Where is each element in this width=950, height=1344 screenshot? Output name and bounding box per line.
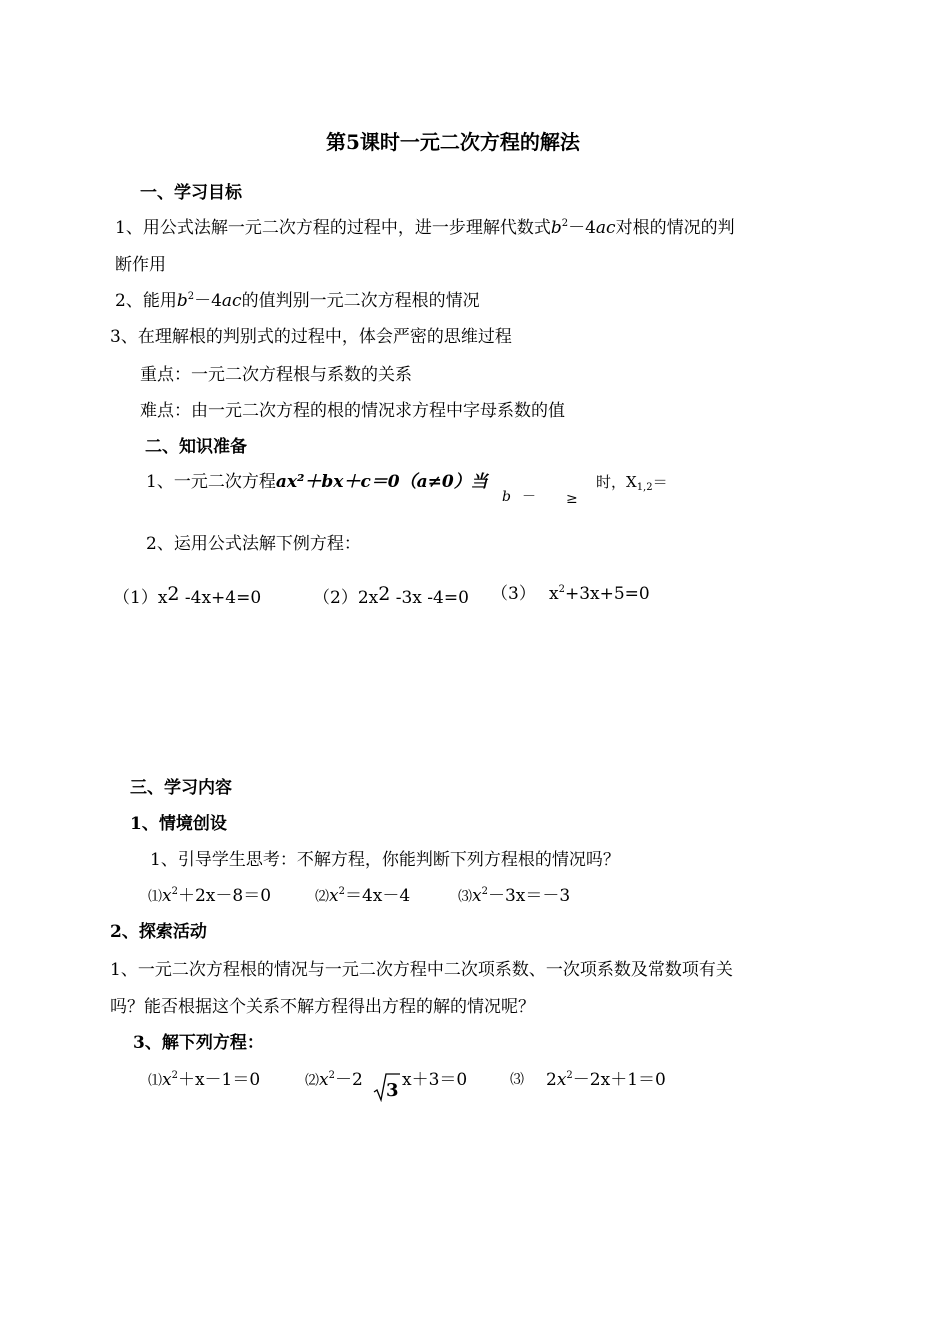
section-heading-knowledge: 二、知识准备 — [145, 437, 247, 457]
knowledge-q1-minus: － — [522, 489, 536, 505]
subheading-scenario: 1、情境创设 — [130, 814, 227, 834]
equation-3: $x^2+3x+5=0$ — [549, 584, 650, 604]
equation-3-num: （3） — [491, 584, 536, 604]
knowledge-q1-b: b — [502, 489, 511, 505]
goal-item-1-cont: 断作用 — [115, 255, 166, 275]
difficult-point: 难点：由一元二次方程的根的情况求方程中字母系数的值 — [140, 401, 565, 421]
goal-item-1: 1、用公式法解一元二次方程的过程中，进一步理解代数式$b^2-4ac$对根的情况的判 — [115, 218, 735, 238]
solve-eq-1: $⑴x^2+x-1=0$ — [148, 1070, 261, 1090]
section-heading-content: 三、学习内容 — [130, 778, 232, 798]
goal-item-3: 3、在理解根的判别式的过程中，体会严密的思维过程 — [110, 327, 512, 347]
key-point: 重点：一元二次方程根与系数的关系 — [140, 365, 412, 385]
goal-item-2: 2、能用$b^2-4ac$的值判别一元二次方程根的情况 — [115, 291, 480, 311]
scenario-eq-1: $⑴x^2+2x-8=0$ — [148, 886, 272, 906]
knowledge-q2: 2、运用公式法解下例方程： — [146, 534, 361, 554]
solve-eq-3-num: ⑶ — [510, 1072, 524, 1088]
knowledge-q1-geq: ≥ — [566, 491, 578, 507]
solve-eq-2-rest: x＋3＝0 — [402, 1070, 468, 1090]
section-heading-goals: 一、学习目标 — [140, 183, 242, 203]
explore-text-line1: 1、一元二次方程根的情况与一元二次方程中二次项系数、一次项系数及常数项有关 — [110, 960, 733, 980]
knowledge-q1: 1、一元二次方程ax²＋bx＋c＝0（a≠0）当 — [146, 472, 488, 492]
scenario-question: 1、引导学生思考：不解方程，你能判断下列方程根的情况吗？ — [150, 850, 620, 870]
knowledge-q1-when: 时，$X_{1,2}=$ — [596, 473, 668, 493]
radicand: 3 — [386, 1080, 399, 1101]
explore-text-line2: 吗？能否根据这个关系不解方程得出方程的解的情况呢？ — [110, 997, 535, 1017]
solve-eq-2: $⑵x^2-2$ — [305, 1070, 363, 1090]
subheading-solve: 3、解下列方程： — [133, 1033, 264, 1053]
scenario-eq-2: $⑵x^2=4x-4$ — [315, 886, 411, 906]
page-title: 第5课时一元二次方程的解法 — [326, 130, 580, 154]
scenario-eq-3: $⑶x^2-3x=-3$ — [458, 886, 571, 906]
subheading-explore: 2、探索活动 — [110, 922, 207, 942]
equation-1: （1）x2 -4x+4=0 — [113, 583, 262, 608]
solve-eq-3: $2x^2-2x+1=0$ — [546, 1070, 666, 1090]
equation-2: （2）2x2 -3x -4=0 — [313, 583, 469, 608]
